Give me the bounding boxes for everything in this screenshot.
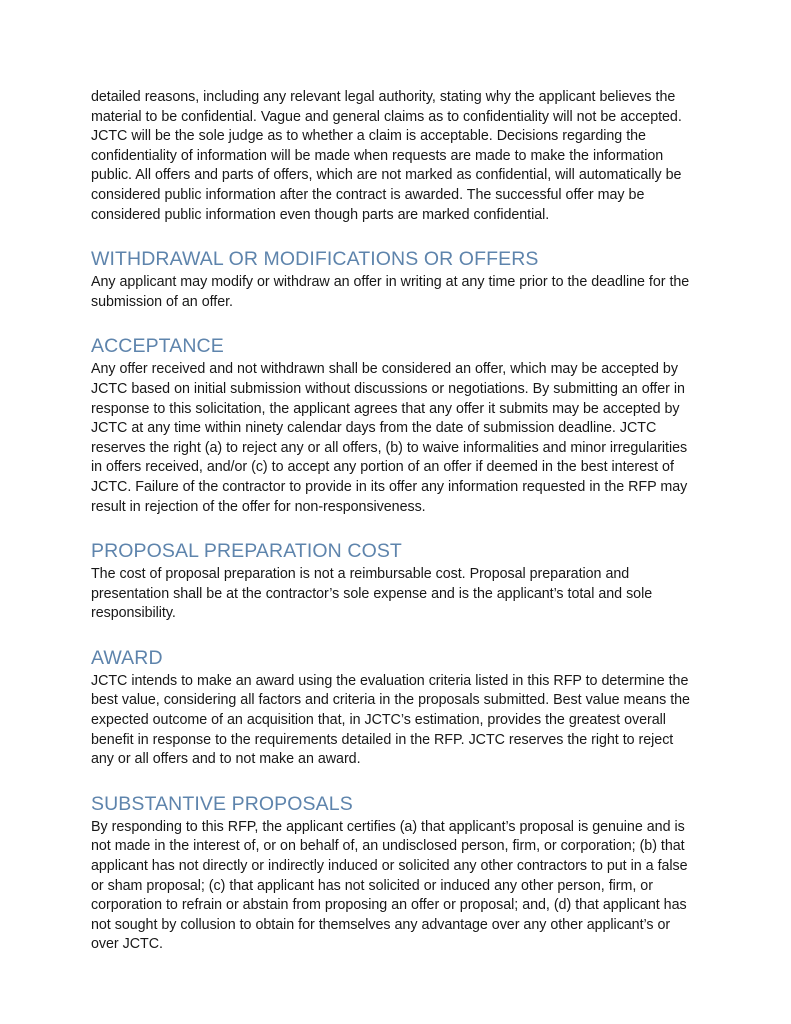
section-body: JCTC intends to make an award using the evaluation criteria listed in this RFP to determine the best value, considering all factors and criteria in the proposals submitted. Best value means the expected outcome of an acquisition that, in JCTC’s estimation, provides the greatest overall benefit in response to the requirements detailed in the RFP. JCTC reserves the right to reject any or all offers and to not make an award. bbox=[91, 672, 690, 768]
section-heading: AWARD bbox=[91, 646, 163, 669]
section-body: Any offer received and not withdrawn shall be considered an offer, which may be accepted by JCTC based on initial submission without discussions or negotiations. By submitting an offer in response to this solicitation, the applicant agrees that any offer it submits may be accepted by JCTC at any time within ninety calendar days from the date of submission deadline. JCTC reserves the right (a) to reject any or all offers, (b) to waive informalities and minor irregularities in offers received, and/or (c) to accept any portion of an offer if deemed in the best interest of JCTC. Failure of the contractor to provide in its offer any information requested in the RFP may result in rejection of the offer for non-responsiveness. bbox=[91, 361, 688, 515]
continued-paragraph: detailed reasons, including any relevant legal authority, stating why the applicant believes the material to be confidential. Vague and general claims as to confidentiality will not be accepted. JCTC will be the sole judge as to whether a claim is acceptable. Decisions regarding the confidentiality of information will be made when requests are made to make the information public. All offers and parts of offers, which are not marked as confidential, will automatically be considered public information after the contract is awarded. The successful offer may be considered public information even though parts are marked confidential. bbox=[91, 89, 682, 223]
section-heading: WITHDRAWAL OR MODIFICATIONS OR OFFERS bbox=[91, 248, 539, 271]
section-substantive-proposals bbox=[91, 793, 697, 955]
section-heading: SUBSTANTIVE PROPOSALS bbox=[91, 792, 353, 815]
section-body: By responding to this RFP, the applicant certifies (a) that applicant’s proposal is genuine and is not made in the interest of, or on behalf of, an undisclosed person, firm, or corporation; (b) that applicant has not directly or indirectly induced or solicited any other contractors to put in a false or sham proposal; (c) that applicant has not solicited or induced any other person, firm, or corporation to refrain or abstain from proposing an offer or proposal; and, (d) that applicant has not sought by collusion to obtain for themselves any advantage over any other applicant’s or over JCTC. bbox=[91, 818, 688, 953]
section-heading: ACCEPTANCE bbox=[91, 335, 224, 358]
section-award bbox=[91, 647, 697, 770]
document-content bbox=[91, 88, 697, 955]
section-body: The cost of proposal preparation is not a reimbursable cost. Proposal preparation and presentation shall be at the contractor’s sole expense and is the applicant’s total and sole responsibility. bbox=[91, 566, 653, 622]
section-proposal-preparation-cost bbox=[91, 540, 697, 624]
section-heading: PROPOSAL PREPARATION COST bbox=[91, 540, 402, 563]
section-body: Any applicant may modify or withdraw an offer in writing at any time prior to the deadline for the submission of an offer. bbox=[91, 274, 690, 310]
section-withdrawal-or-modifications-or-offers bbox=[91, 248, 697, 312]
section-acceptance bbox=[91, 335, 697, 517]
